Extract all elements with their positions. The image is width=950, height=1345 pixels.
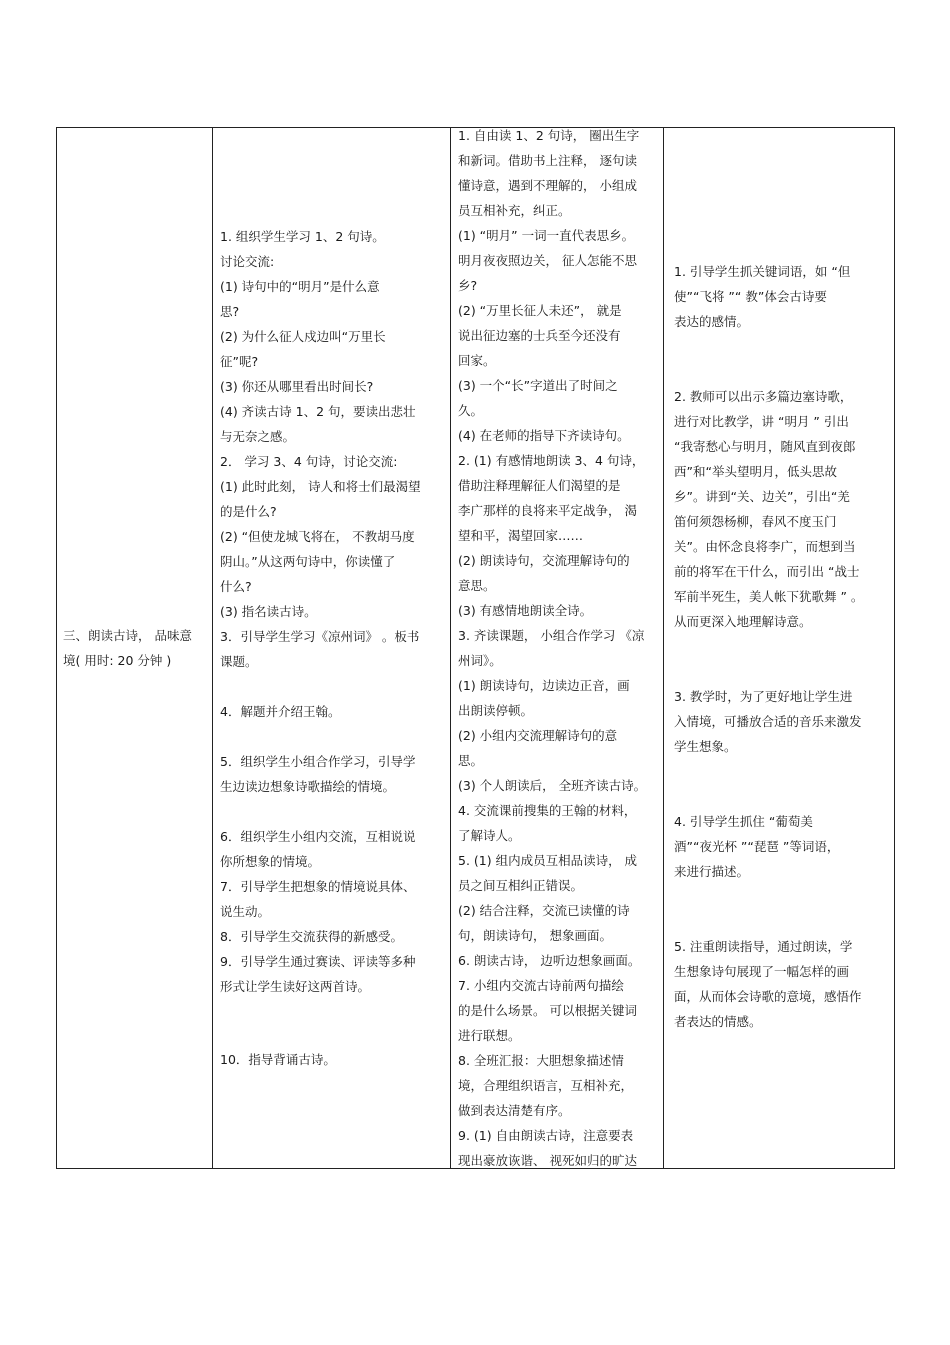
notes-line: 3. 教学时，为了更好地让学生进 [674,689,853,704]
notes-line: 入情境，可播放合适的音乐来激发 [674,714,862,729]
notes-line: 关”。由怀念良将李广，而想到当 [674,539,856,554]
teacher-line: 与无奈之感。 [220,429,296,444]
student-line: (1) 朗读诗句，边读边正音，画 [458,678,630,693]
student-line: 9. (1) 自由朗读古诗，注意要表 [458,1128,634,1143]
notes-line: “我寄愁心与明月，随风直到夜郎 [674,439,856,454]
student-line: 4. 交流课前搜集的王翰的材料， [458,803,637,818]
student-line: 员之间互相纠正错误。 [458,878,584,893]
teacher-line: 5．组织学生小组合作学习，引导学 [220,754,416,769]
notes-line: 西”和“举头望明月，低头思故 [674,464,837,479]
teacher-line: (2) 为什么征人戍边叫“万里长 [220,329,386,344]
teacher-line: 什么? [220,579,252,594]
teacher-line: 说生动。 [220,904,271,919]
student-line: 5. (1) 组内成员互相品读诗， 成 [458,853,638,868]
teacher-line: 形式让学生读好这两首诗。 [220,979,371,994]
student-line: (2) 结合注释，交流已读懂的诗 [458,903,630,918]
student-line: 乡? [458,278,478,293]
student-line: 7. 小组内交流古诗前两句描绘 [458,978,624,993]
student-line: 久。 [458,403,484,418]
teacher-line: (3) 你还从哪里看出时间长? [220,379,374,394]
teacher-line: (1) 诗句中的“明月”是什么意 [220,279,380,294]
student-line: (3) 一个“长”字道出了时间之 [458,378,618,393]
section-label-line: 三、朗读古诗， 品味意 [63,628,192,643]
notes-line: 者表达的情感。 [674,1014,762,1029]
student-line: 6. 朗读古诗， 边听边想象画面。 [458,953,641,968]
student-line: (2) 小组内交流理解诗句的意 [458,728,618,743]
student-line: (1) “明月” 一词一直代表思乡。 [458,228,635,243]
notes-line: 来进行描述。 [674,864,750,879]
student-line: 和新词。借助书上注释， 逐句读 [458,153,637,168]
student-line: (3) 有感情地朗读全诗。 [458,603,593,618]
section-cell [57,128,212,1168]
student-line: 李广那样的良将来平定战争， 渴 [458,503,637,518]
teacher-line: 9．引导学生通过赛读、评读等多种 [220,954,416,969]
notes-line: 5. 注重朗读指导，通过朗读，学 [674,939,853,954]
teacher-line: 生边读边想象诗歌描绘的情境。 [220,779,396,794]
student-line: 望和平，渴望回家…… [458,528,584,543]
notes-line: 军前半死生，美人帐下犹歌舞 ” 。 [674,589,864,604]
teacher-line: 你所想象的情境。 [220,854,321,869]
student-line: (2) “万里长征人未还”， 就是 [458,303,622,318]
student-line: 境，合理组织语言，互相补充， [458,1078,634,1093]
teacher-line: (1) 此时此刻， 诗人和将士们最渴望 [220,479,421,494]
design-notes-cell [664,128,896,1168]
teacher-line: 1. 组织学生学习 1、2 句诗。 [220,229,385,244]
student-line: 意思。 [458,578,496,593]
notes-line: 酒”“夜光杯 ”“琵琶 ”等词语， [674,839,840,854]
teacher-line: 征”呢? [220,354,259,369]
notes-line: 学生想象。 [674,739,737,754]
student-line: 回家。 [458,353,496,368]
teacher-line: 阴山。”从这两句诗中，你读懂了 [220,554,396,569]
student-line: 3. 齐读课题， 小组合作学习 《凉 [458,628,645,643]
notes-line: 笛何须怨杨柳，春风不度玉门 [674,514,837,529]
student-line: 1. 自由读 1、2 句诗， 圈出生字 [458,128,640,143]
student-line: (2) 朗读诗句，交流理解诗句的 [458,553,630,568]
teacher-line: 的是什么? [220,504,277,519]
student-activity-cell [451,128,663,1168]
teacher-line: 3．引导学生学习《凉州词》 。板书 [220,629,420,644]
student-line: 句，朗读诗句， 想象画面。 [458,928,612,943]
teacher-line: 讨论交流: [220,254,275,269]
notes-line: 乡”。讲到“关、边关”，引出“羌 [674,489,850,504]
notes-line: 表达的感情。 [674,314,750,329]
student-line: (3) 个人朗读后， 全班齐读古诗。 [458,778,647,793]
student-line: 的是什么场景。 可以根据关键词 [458,1003,637,1018]
notes-line: 进行对比教学，讲 “明月 ” 引出 [674,414,849,429]
student-line: 8. 全班汇报：大胆想象描述情 [458,1053,624,1068]
teacher-activity-cell [213,128,450,1168]
teacher-line: (3) 指名读古诗。 [220,604,317,619]
notes-line: 前的将军在干什么，而引出 “战士 [674,564,860,579]
notes-line: 使”“飞将 ”“ 教”体会古诗要 [674,289,827,304]
notes-line: 1. 引导学生抓关键词语，如 “但 [674,264,851,279]
student-line: 州词》。 [458,653,502,668]
lesson-plan-table [56,127,895,1169]
student-line: 进行联想。 [458,1028,521,1043]
student-line: 出朗读停顿。 [458,703,534,718]
teacher-line: (4) 齐读古诗 1、2 句，要读出悲壮 [220,404,416,419]
teacher-line: 6．组织学生小组内交流，互相说说 [220,829,416,844]
student-line: 借助注释理解征人们渴望的是 [458,478,621,493]
student-line: 懂诗意，遇到不理解的， 小组成 [458,178,637,193]
notes-line: 2. 教师可以出示多篇边塞诗歌， [674,389,853,404]
student-line: 说出征边塞的士兵至今还没有 [458,328,621,343]
teacher-line: 4．解题并介绍王翰。 [220,704,341,719]
student-line: (4) 在老师的指导下齐读诗句。 [458,428,630,443]
notes-line: 4. 引导学生抓住 “葡萄美 [674,814,813,829]
notes-line: 面，从而体会诗歌的意境，感悟作 [674,989,862,1004]
notes-line: 从而更深入地理解诗意。 [674,614,812,629]
teacher-line: 8．引导学生交流获得的新感受。 [220,929,403,944]
section-label-line: 境( 用时: 20 分钟 ) [63,653,172,668]
student-line: 明月夜夜照边关， 征人怎能不思 [458,253,637,268]
student-line: 员互相补充，纠正。 [458,203,571,218]
student-line: 做到表达清楚有序。 [458,1103,571,1118]
teacher-line: 2． 学习 3、4 句诗，讨论交流: [220,454,398,469]
student-line: 现出豪放诙谐、 视死如归的旷达 [458,1153,637,1168]
notes-line: 生想象诗句展现了一幅怎样的画 [674,964,850,979]
teacher-line: 课题。 [220,654,258,669]
teacher-line: 思? [220,304,240,319]
teacher-line: 7．引导学生把想象的情境说具体、 [220,879,416,894]
student-line: 思。 [458,753,484,768]
student-line: 2. (1) 有感情地朗读 3、4 句诗， [458,453,645,468]
teacher-line: 10．指导背诵古诗。 [220,1052,336,1067]
teacher-line: (2) “但使龙城飞将在， 不教胡马度 [220,529,415,544]
student-line: 了解诗人。 [458,828,521,843]
